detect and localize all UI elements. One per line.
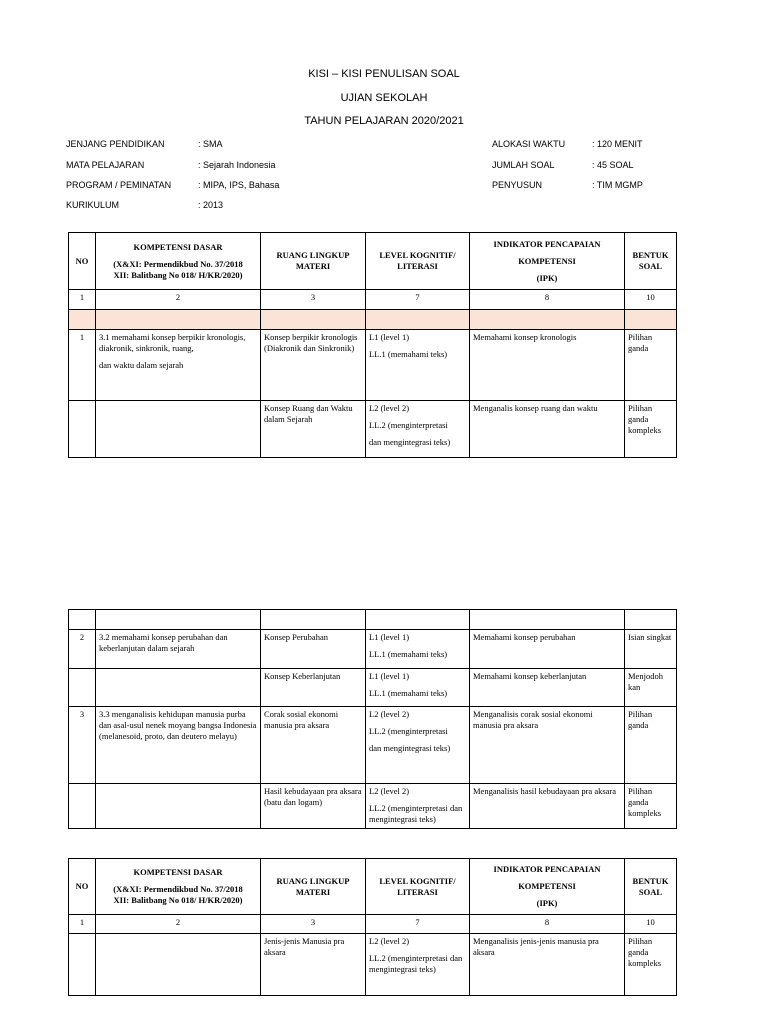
info-value-program: : MIPA, IPS, Bahasa [198, 180, 280, 190]
row-level [366, 630, 470, 669]
row-level [366, 784, 470, 829]
level-line1: L1 (level 1) [369, 632, 410, 642]
kd-text-line2: dan waktu dalam sejarah [99, 360, 184, 370]
header-ipk-line2: KOMPETENSI [518, 881, 576, 891]
header-kd-line1: (X&XI: Permendikbud No. 37/2018 [113, 258, 243, 269]
header-bentuk-soal [625, 233, 677, 290]
header-level-line2: LITERASI [397, 886, 438, 897]
header-kompetensi-dasar [96, 233, 261, 290]
row-ipk: Menganalisis corak sosial ekonomi manusia pra aksara [470, 707, 625, 784]
header-level-line2: LITERASI [397, 261, 438, 271]
row-level [366, 707, 470, 784]
col-num-ipk: 8 [470, 290, 625, 310]
table-row [69, 630, 677, 669]
level-line1: L1 (level 1) [369, 671, 410, 681]
col-num-kd: 2 [96, 915, 261, 934]
kisi-table-1 [68, 232, 677, 458]
level-line1: L2 (level 2) [369, 936, 410, 946]
row-bentuk-soal: Pilihan ganda kompleks [625, 934, 677, 996]
table-header-row [69, 859, 677, 915]
info-label-kurikulum: KURIKULUM [66, 200, 120, 210]
level-line3: dan mengintegrasi teks) [369, 437, 451, 447]
table-row [69, 934, 677, 996]
level-line1: L2 (level 2) [369, 709, 410, 719]
col-num-level: 7 [366, 915, 470, 934]
header-level-line1: LEVEL KOGNITIF/ [379, 875, 456, 886]
row-level [366, 401, 470, 458]
level-line1: L2 (level 2) [369, 786, 410, 796]
row-kompetensi-dasar [96, 401, 261, 458]
level-line2: LL.2 (menginterpretasi [369, 726, 448, 736]
info-label-jenjang: JENJANG PENDIDIKAN [66, 139, 165, 149]
column-number-row [69, 915, 677, 934]
table-row [69, 330, 677, 401]
academic-year: TAHUN PELAJARAN 2020/2021 [304, 115, 464, 127]
table-header-row [69, 233, 677, 290]
row-ipk: Menganalis konsep ruang dan waktu [470, 401, 625, 458]
row-no: 1 [69, 330, 96, 401]
header-kd-title: KOMPETENSI DASAR [133, 241, 223, 252]
col-num-level: 7 [366, 290, 470, 310]
col-num-bentuk: 10 [625, 290, 677, 310]
header-bentuk-soal [625, 859, 677, 915]
row-no [69, 784, 96, 829]
column-number-row [69, 290, 677, 310]
table-row [69, 784, 677, 829]
info-value-mapel: : Sejarah Indonesia [198, 160, 276, 170]
row-kompetensi-dasar: 3.2 memahami konsep perubahan dan keberlanjutan dalam sejarah [96, 630, 261, 669]
row-no [69, 669, 96, 707]
header-level-line1: LEVEL KOGNITIF/ [379, 250, 456, 260]
row-ruang-lingkup: Konsep Keberlanjutan [261, 669, 366, 707]
row-ruang-lingkup: Konsep Ruang dan Waktu dalam Sejarah [261, 401, 366, 458]
header-ipk-line1: INDIKATOR PENCAPAIAN [493, 238, 601, 249]
row-ipk: Memahami konsep perubahan [470, 630, 625, 669]
header-kompetensi-dasar [96, 859, 261, 915]
row-bentuk-soal: Pilihan ganda [625, 330, 677, 401]
header-kd-line1: (X&XI: Permendikbud No. 37/2018 [113, 884, 243, 894]
table-row [69, 707, 677, 784]
header-level-kognitif [366, 233, 470, 290]
row-level [366, 669, 470, 707]
kisi-table-2 [68, 609, 677, 829]
header-bentuk-line2: SOAL [638, 886, 663, 897]
header-ruang-line2: MATERI [295, 886, 331, 897]
row-ruang-lingkup: Corak sosial ekonomi manusia pra aksara [261, 707, 366, 784]
row-kompetensi-dasar [96, 784, 261, 829]
header-bentuk-line1: BENTUK [632, 250, 669, 260]
header-ruang-line1: RUANG LINGKUP [276, 250, 350, 260]
document-title: KISI – KISI PENULISAN SOAL [308, 68, 460, 80]
col-num-bentuk: 10 [625, 915, 677, 934]
level-line3: dan mengintegrasi teks) [369, 743, 451, 753]
kisi-table-3 [68, 858, 677, 996]
info-label-jumlah: JUMLAH SOAL [492, 160, 555, 170]
header-ipk-line2: KOMPETENSI [518, 255, 576, 266]
row-ruang-lingkup: Hasil kebudayaan pra aksara (batu dan logam) [261, 784, 366, 829]
header-ruang-line2: MATERI [295, 261, 331, 271]
header-ruang-lingkup [261, 859, 366, 915]
info-label-mapel: MATA PELAJARAN [66, 160, 145, 170]
header-kd-line2: XII: Balitbang No 018/ H/KR/2020) [113, 269, 243, 280]
table-row [69, 669, 677, 707]
row-ipk: Menganalisis jenis-jenis manusia pra aksara [470, 934, 625, 996]
row-kompetensi-dasar: 3.3 menganalisis kehidupan manusia purba dan asal-usul nenek moyang bangsa Indonesia (melanesoid, proto, dan deutero melayu) [96, 707, 261, 784]
kd-text-line1: 3.1 memahami konsep berpikir kronologis, diakronik, sinkronik, ruang, [99, 332, 246, 353]
row-ipk: Memahami konsep keberlanjutan [470, 669, 625, 707]
header-ipk [470, 859, 625, 915]
row-no [69, 401, 96, 458]
row-level [366, 934, 470, 996]
info-value-penyusun: : TIM MGMP [592, 180, 643, 190]
header-level-kognitif [366, 859, 470, 915]
shaded-spacer-row [69, 310, 677, 330]
col-num-ipk: 8 [470, 915, 625, 934]
row-kompetensi-dasar [96, 934, 261, 996]
level-line2: LL.1 (memahami teks) [369, 649, 448, 659]
row-ruang-lingkup: Konsep Perubahan [261, 630, 366, 669]
info-label-program: PROGRAM / PEMINATAN [66, 180, 172, 190]
header-ruang-line1: RUANG LINGKUP [276, 875, 350, 886]
info-value-jumlah: : 45 SOAL [592, 160, 634, 170]
level-line2: LL.2 (menginterpretasi dan mengintegrasi teks) [369, 953, 463, 974]
col-num-ruang: 3 [261, 915, 366, 934]
header-ipk-line3: (IPK) [536, 898, 558, 908]
blank-top-row [69, 610, 677, 630]
row-no [69, 934, 96, 996]
row-bentuk-soal: Pilihan ganda kompleks [625, 401, 677, 458]
level-line2: LL.1 (memahami teks) [369, 688, 448, 698]
header-ruang-lingkup [261, 233, 366, 290]
col-num-ruang: 3 [261, 290, 366, 310]
row-bentuk-soal: Pilihan ganda kompleks [625, 784, 677, 829]
row-no: 2 [69, 630, 96, 669]
row-bentuk-soal: Pilihan ganda [625, 707, 677, 784]
header-kd-title: KOMPETENSI DASAR [133, 867, 223, 877]
level-line2: LL.2 (menginterpretasi [369, 420, 448, 430]
header-ipk-line1: INDIKATOR PENCAPAIAN [493, 864, 601, 874]
level-line2: LL.1 (memahami teks) [369, 349, 448, 359]
col-num-kd: 2 [96, 290, 261, 310]
row-kompetensi-dasar [96, 330, 261, 401]
row-ipk: Menganalisis hasil kebudayaan pra aksara [470, 784, 625, 829]
info-label-alokasi: ALOKASI WAKTU [492, 139, 566, 149]
row-bentuk-soal: Isian singkat [625, 630, 677, 669]
row-kompetensi-dasar [96, 669, 261, 707]
header-bentuk-line2: SOAL [638, 261, 663, 271]
col-num-no: 1 [69, 915, 96, 934]
table-row [69, 401, 677, 458]
info-label-penyusun: PENYUSUN [492, 180, 543, 190]
row-ipk: Memahami konsep kronologis [470, 330, 625, 401]
row-no: 3 [69, 707, 96, 784]
header-no: NO [69, 233, 96, 290]
row-level [366, 330, 470, 401]
header-bentuk-line1: BENTUK [632, 875, 669, 886]
level-line2: LL.2 (menginterpretasi dan mengintegrasi teks) [369, 803, 463, 824]
info-value-alokasi: : 120 MENIT [592, 139, 643, 149]
header-ipk [470, 233, 625, 290]
col-num-no: 1 [69, 290, 96, 310]
row-bentuk-soal: Menjodoh kan [625, 669, 677, 707]
header-kd-line2: XII: Balitbang No 018/ H/KR/2020) [113, 895, 243, 905]
row-ruang-lingkup: Konsep berpikir kronologis (Diakronik dan Sinkronik) [261, 330, 366, 401]
header-no: NO [69, 859, 96, 915]
level-line1: L2 (level 2) [369, 403, 410, 413]
level-line1: L1 (level 1) [369, 332, 410, 342]
info-value-kurikulum: : 2013 [198, 200, 224, 210]
row-ruang-lingkup: Jenis-jenis Manusia pra aksara [261, 934, 366, 996]
document-subtitle: UJIAN SEKOLAH [340, 92, 428, 104]
header-ipk-line3: (IPK) [536, 272, 558, 283]
info-value-jenjang: : SMA [198, 139, 223, 149]
